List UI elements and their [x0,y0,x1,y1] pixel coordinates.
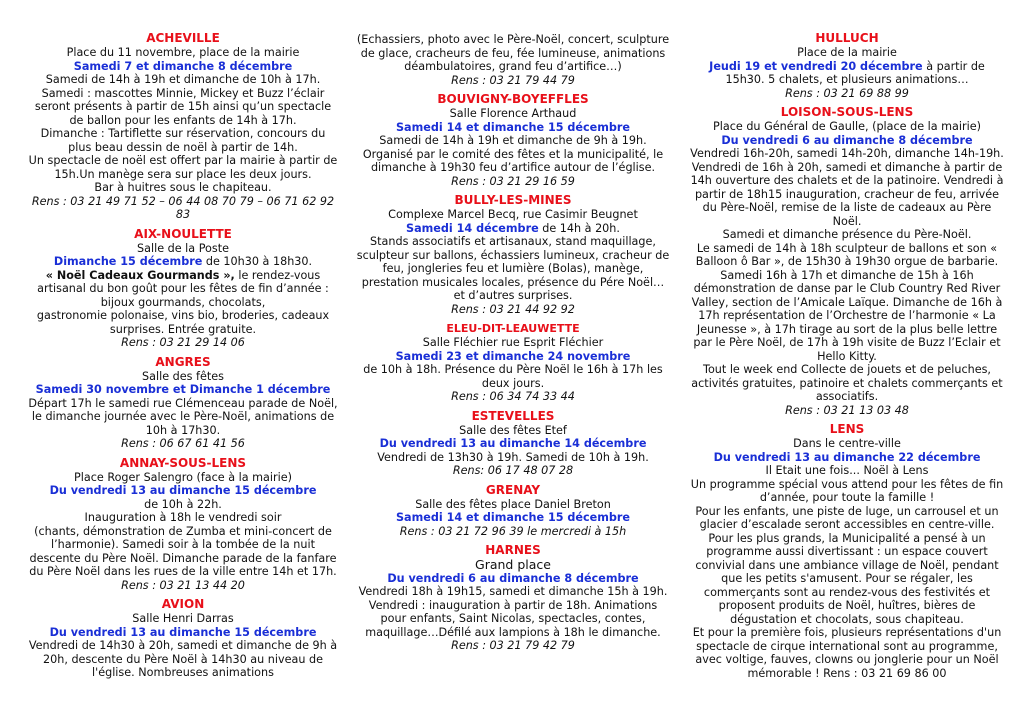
event-entry [356,543,670,653]
event-entry [356,409,670,478]
event-date: Samedi 7 et dimanche 8 décembre [73,59,293,73]
venue-text: Salle de la Poste [137,241,229,255]
description-text: (Echassiers, photo avec le Père-Noël, concert, sculpture de glace, cracheurs de feu, fée lumineuse, animations déambulatoires, grand feu d’artifice…) [356,33,670,73]
town-title: LOISON-SOUS-LENS [780,105,914,119]
event-date: Du vendredi 13 au dimanche 15 décembre [49,484,317,497]
date-line [28,255,338,269]
event-entry [28,456,338,593]
date-line [28,60,338,74]
highlight-name: « Noël Cadeaux Gourmands », [45,268,235,282]
town-title: ANNAY-SOUS-LENS [119,455,247,470]
event-date: Du vendredi 13 au dimanche 15 décembre [49,625,317,639]
contact-phone: Rens : 03 21 79 42 79 [451,639,575,652]
date-line [356,121,670,135]
town-title: ANGRES [155,354,211,369]
description-rest: le rendez-vous artisanal du bon goût pour les fêtes de fin d’année : bijoux gourmands, chocolats, gastronomie polonaise, vins bio, broderies, cadeaux surprises. Entrée gratuite. [36,268,330,336]
date-suffix: de 14h à 20h. [538,221,620,235]
venue-text: Complexe Marcel Becq, rue Casimir Beugnet [388,208,638,221]
description-text: Vendredi 16h-20h, samedi 14h-20h, dimanche 14h-19h. Vendredi de 16h à 20h, samedi et dimanche à partir de 14h ouverture des chalets et de la patinoire. Vendredi à partir de 18h15 inauguration, cracheur de feu, arrivée du Père-Noël, remise de la liste de cadeaux au Père Noël. Samedi et dimanche présence du Père-Noël. Le samedi de 14h à 18h sculpteur de ballons et son « Balloon ô Bar », de 15h30 à 19h30 orgue de barbarie. Samedi 16h à 17h et dimanche de 15h à 16h démonstration de danse par le Club Country Red River Valley, section de l’Amicale Laïque. Dimanche de 16h à 17h représentation de l’Orchestre de l’harmonie « La Jeunesse », à 17h tirage au sort de la plus belle lettre par le Père Noël, de 17h à 19h visite de Buzz l’Eclair et Hello Kitty. Tout le week end Collecte de jouets et de peluches, activités gratuites, patinoire et chalets commerçants et associatifs. [690,147,1004,403]
event-entry [28,597,338,680]
event-date: Du vendredi 13 au dimanche 14 décembre [379,437,647,450]
town-title: LENS [829,422,865,436]
description-text [28,269,338,337]
venue-text: Salle Florence Arthaud [449,107,577,120]
event-entry [690,422,1004,680]
column-left [28,30,338,685]
date-line [690,134,1004,148]
contact-phone: Rens : 03 21 49 71 52 – 06 44 08 70 79 – 06 71 62 92 83 [31,194,335,221]
town-title: BULLY-LES-MINES [454,193,572,207]
venue-text: Place de la mairie [797,46,897,59]
description-text: Vendredi de 13h30 à 19h. Samedi de 10h à 19h. [377,450,649,464]
town-title: BOUVIGNY-BOYEFFLES [437,92,589,106]
venue-text: Salle des fêtes Etef [459,423,567,437]
event-date: Samedi 23 et dimanche 24 novembre [395,349,631,363]
description-text: Samedi de 14h à 19h et dimanche de 10h à 17h. Samedi : mascottes Minnie, Mickey et Buzz l’éclair seront présents à partir de 15h ainsi qu’un spectacle de ballon pour les enfants de 14h à 17h. Dimanche : Tartiflette sur réservation, concours du plus beau dessin de noël à partir de 14h. Un spectacle de noël est offert par la mairie à partir de 15h.Un manège sera sur place les deux jours. Bar à huitres sous le chapiteau. [28,73,338,194]
event-date: Du vendredi 13 au dimanche 22 décembre [713,450,981,464]
town-title: ESTEVELLES [471,408,555,423]
description-text: Départ 17h le samedi rue Clémenceau parade de Noël, le dimanche journée avec le Père-Noël, animations de 10h à 17h30. [28,396,338,437]
event-entry [28,227,338,350]
event-date: Du vendredi 6 au dimanche 8 décembre [721,133,973,147]
contact-phone: Rens : 03 21 29 14 06 [121,336,245,349]
date-line [28,626,338,640]
contact-phone: Rens : 06 67 61 41 56 [121,437,245,450]
contact-phone: Rens : 03 21 79 44 79 [451,73,575,87]
event-entry [690,105,1004,417]
column-middle [356,33,670,658]
venue-text: Salle des fêtes [142,369,224,383]
date-line [28,484,338,498]
description-text: Il Etait une fois... Noël à Lens Un programme spécial vous attend pour les fêtes de fin d’année, pour toute la famille ! Pour les enfants, une piste de luge, un carrousel et un glacier d’escalade seront accessibles en centre-ville. Pour les plus grands, la Municipalité a pensé à un programme aussi divertissant : un espace couvert convivial dans une ambiance village de Noël, pendant que les petits s'amusent. Pour se régaler, les commerçants sont au rendez-vous des festivités et proposent produits de Noël, huîtres, bières de dégustation et chocolats, sous chapiteau. Et pour la première fois, plusieurs représentations d'un spectacle de cirque international sont au programme, avec voltige, fauves, clowns ou jonglerie pour un Noël mémorable ! Rens : 03 21 69 86 00 [690,464,1004,680]
description-text: de 10h à 22h. Inauguration à 18h le vendredi soir (chants, démonstration de Zumba et mini-concert de l’harmonie). Samedi soir à la tombée de la nuit descente du Père Noël. Dimanche parade de la fanfare du Père Noël dans les rues de la ville entre 14h et 17h. [29,497,337,578]
contact-phone: Rens : 03 21 69 88 99 [785,86,909,100]
event-entry [28,31,338,222]
contact-phone: Rens : 03 21 13 44 20 [121,578,245,592]
contact-phone: Rens : 06 34 74 33 44 [451,390,575,403]
event-date: Samedi 14 décembre [406,221,539,235]
date-line [356,350,670,364]
contact-phone: Rens : 03 21 29 16 59 [451,174,575,188]
event-entry [356,92,670,188]
venue-text: Salle Fléchier rue Esprit Fléchier [422,336,604,349]
event-entry [356,33,670,87]
town-title: AIX-NOULETTE [134,226,232,241]
venue-text: Grand place [475,557,551,572]
contact-phone: Rens : 03 21 44 92 92 [451,302,575,316]
date-line [28,383,338,397]
contact-phone: Rens : 03 21 72 96 39 le mercredi à 15h [399,524,627,538]
event-entry [356,321,670,404]
contact-phone: Rens: 06 17 48 07 28 [452,464,574,477]
event-date: Dimanche 15 décembre [53,255,203,268]
description-text: Samedi de 14h à 19h et dimanche de 9h à 19h. Organisé par le comité des fêtes et la municipalité, le dimanche à 19h30 feu d’artifice autour de l’église. [362,134,664,174]
town-title: HULLUCH [815,31,879,45]
date-line [356,437,670,451]
event-entry [28,355,338,451]
event-entry [356,193,670,316]
description-text: Vendredi de 14h30 à 20h, samedi et dimanche de 9h à 20h, descente du Père Noël à 14h30 au niveau de l'église. Nombreuses animations [28,639,338,679]
event-date: Du vendredi 6 au dimanche 8 décembre [387,571,639,585]
venue-text: Place Roger Salengro (face à la mairie) [74,470,292,484]
town-title: ELEU-DIT-LEAUWETTE [446,322,580,335]
venue-text: Dans le centre-ville [793,437,901,450]
column-right [690,30,1004,685]
description-text: Vendredi 18h à 19h15, samedi et dimanche 15h à 19h. Vendredi : inauguration à partir de 18h. Animations pour enfants, Saint Nicolas, spectacles, contes, maquillage…Défilé aux lampions à 18h le dimanche. [358,585,668,639]
venue-text: Place du 11 novembre, place de la mairie [66,46,300,59]
event-entry [356,483,670,539]
event-date: Jeudi 19 et vendredi 20 décembre [709,59,923,73]
date-suffix: de 10h30 à 18h30. [202,255,313,268]
event-entry [690,31,1004,100]
contact-phone: Rens : 03 21 13 03 48 [785,403,909,417]
description-text: Stands associatifs et artisanaux, stand maquillage, sculpteur sur ballons, échassiers lumineux, cracheur de feu, jongleries feu et lumière (Bolas), manège, prestation musicales locales, présence du Pére Noël… et d’autres surprises. [356,235,670,302]
date-suffix: à partir de 15h30. 5 chalets, et plusieurs animations… [725,59,985,86]
date-line [690,451,1004,465]
event-date: Samedi 14 et dimanche 15 décembre [395,120,631,134]
town-title: GRENAY [485,482,541,497]
date-line [690,60,1004,87]
town-title: AVION [161,597,205,611]
event-date: Samedi 30 novembre et Dimanche 1 décembre [35,383,331,396]
event-date: Samedi 14 et dimanche 15 décembre [395,511,631,524]
date-line [356,511,670,525]
venue-text: Salle des fêtes place Daniel Breton [415,497,611,511]
town-title: HARNES [485,543,541,557]
venue-text: Salle Henri Darras [132,612,234,625]
town-title: ACHEVILLE [146,31,220,45]
venue-text: Place du Général de Gaulle, (place de la mairie) [713,120,981,133]
date-line [356,222,670,236]
date-line [356,572,670,586]
description-text: de 10h à 18h. Présence du Père Noël le 16h à 17h les deux jours. [363,363,663,390]
